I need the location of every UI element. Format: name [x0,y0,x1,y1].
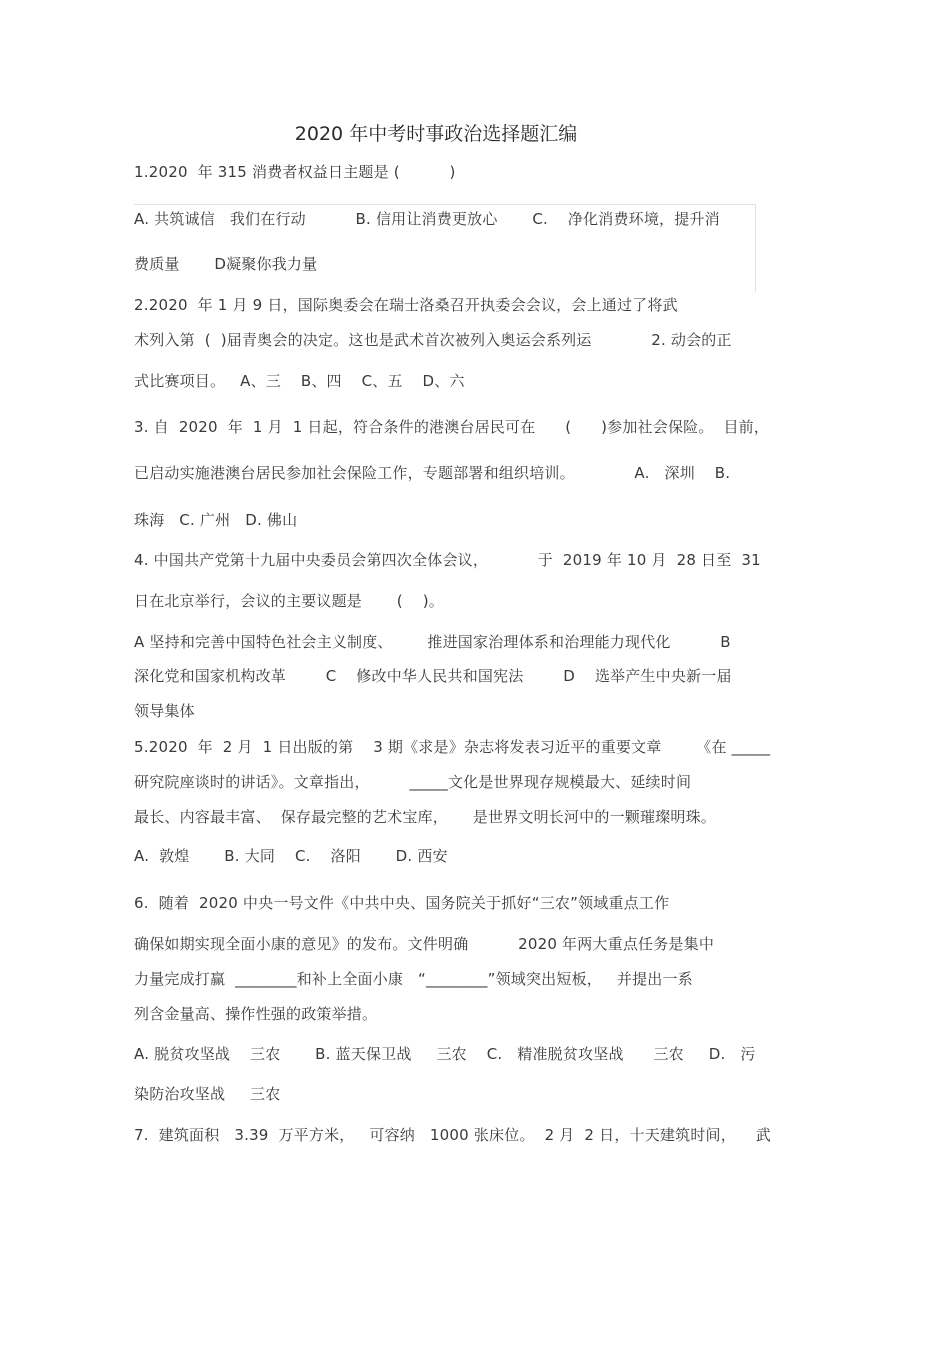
question-5-stem-line-3: 最长、内容最丰富、 保存最完整的艺术宝库， 是世界文明长河中的一颗璀璨明珠。 [134,808,716,826]
question-7-stem-line-1: 7. 建筑面积 3.39 万平方米， 可容纳 1000 张床位。 2 月 2 日，十天建筑时间， 武 [134,1126,772,1144]
question-1-stem: 1.2020 年 315 消费者权益日主题是 ( ) [134,163,456,181]
question-4-options-line-2: 深化党和国家机构改革 C 修改中华人民共和国宪法 D 选举产生中央新一届 [134,667,732,685]
question-5-stem-line-2: 研究院座谈时的讲话》。文章指出， _____文化是世界现存规模最大、延续时间 [134,773,692,791]
question-2-stem-line-1: 2.2020 年 1 月 9 日，国际奥委会在瑞士洛桑召开执委会会议，会上通过了将武 [134,296,678,314]
question-3-stem-line-1: 3. 自 2020 年 1 月 1 日起，符合条件的港澳台居民可在 ( )参加社会保险。 目前， [134,418,770,436]
question-6-options-line-1: A. 脱贫攻坚战 三农 B. 蓝天保卫战 三农 C. 精准脱贫攻坚战 三农 D. 污 [134,1045,756,1063]
question-1-options-line-2: 费质量 D凝聚你我力量 [134,255,318,273]
question-6-stem-line-1: 6. 随着 2020 中央一号文件《中共中央、国务院关于抓好“三农”领域重点工作 [134,894,670,912]
question-2-options: 式比赛项目。 A、三 B、四 C、五 D、六 [134,372,465,390]
question-4-options-line-3: 领导集体 [134,702,195,720]
question-2-stem-line-2: 术列入第 ( )届青奥会的决定。这也是武术首次被列入奥运会系列运 2. 动会的正 [134,331,732,349]
question-6-stem-line-2: 确保如期实现全面小康的意见》的发布。文件明确 2020 年两大重点任务是集中 [134,935,715,953]
question-6-options-line-2: 染防治攻坚战 三农 [134,1085,281,1103]
question-4-stem-line-2: 日在北京举行，会议的主要议题是 ( )。 [134,592,444,610]
document-title: 2020 年中考时事政治选择题汇编 [294,123,578,145]
question-1-options-line-1: A. 共筑诚信 我们在行动 B. 信用让消费更放心 C. 净化消费环境，提升消 [134,210,720,228]
frame-right-border [755,204,756,292]
question-3-stem-line-2: 已启动实施港澳台居民参加社会保险工作，专题部署和组织培训。 A. 深圳 B. [134,464,731,482]
question-4-options-line-1: A 坚持和完善中国特色社会主义制度、 推进国家治理体系和治理能力现代化 B [134,633,731,651]
question-6-stem-line-3: 力量完成打赢 ________和补上全面小康 “________”领域突出短板， 并提出一系 [134,970,693,988]
question-6-stem-line-4: 列含金量高、操作性强的政策举措。 [134,1005,378,1023]
question-4-stem-line-1: 4. 中国共产党第十九届中央委员会第四次全体会议， 于 2019 年 10 月 28 日至 31 [134,551,761,569]
question-5-stem-line-1: 5.2020 年 2 月 1 日出版的第 3 期《求是》杂志将发表习近平的重要文章 《在 _____ [134,738,771,756]
question-5-options: A. 敦煌 B. 大同 C. 洛阳 D. 西安 [134,847,448,865]
frame-top-border [134,204,756,205]
question-3-options: 珠海 C. 广州 D. 佛山 [134,511,298,529]
